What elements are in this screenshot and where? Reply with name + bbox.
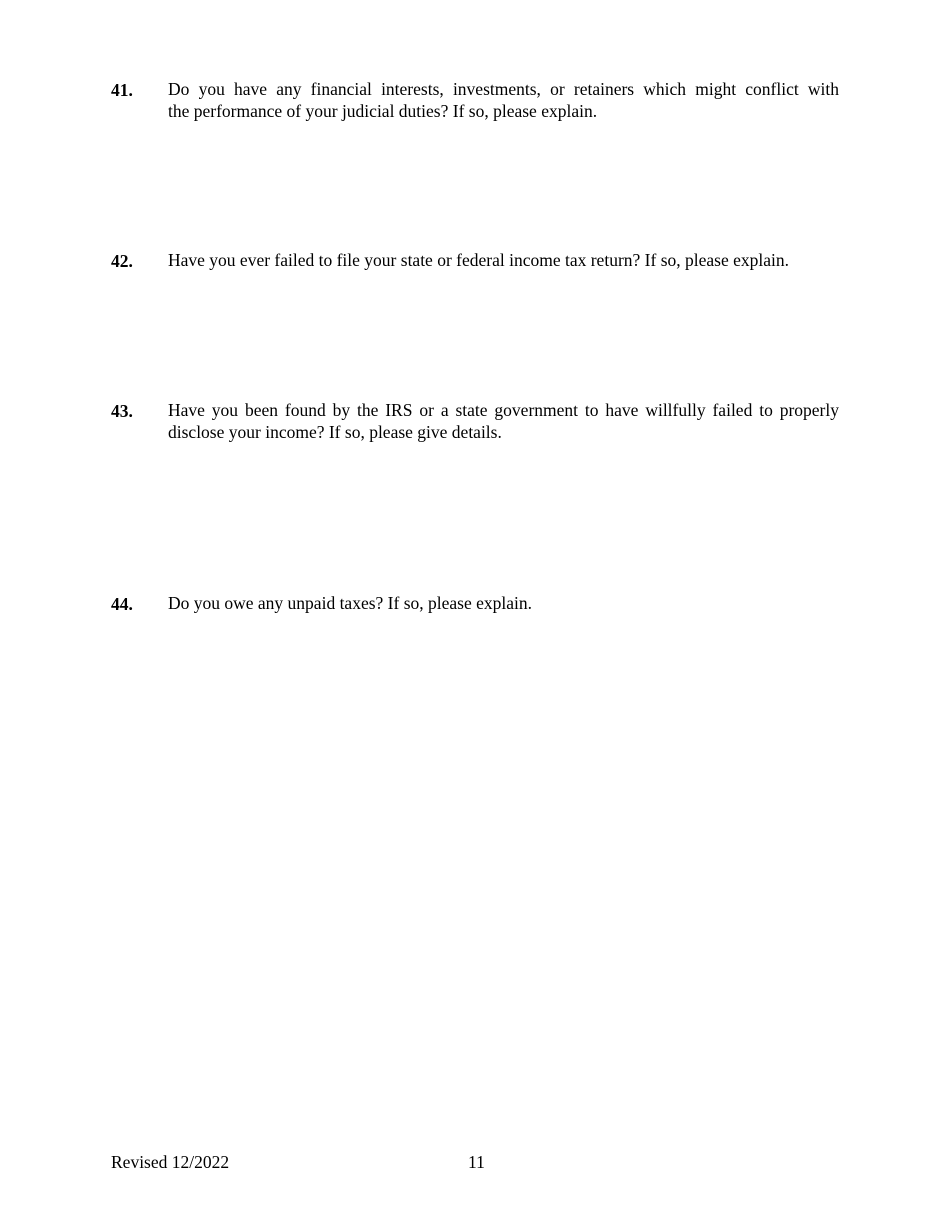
- question-number: 42.: [111, 251, 133, 271]
- question-text-line-1: Have you ever failed to file your state or federal income tax return? If so, please explain.: [168, 250, 789, 270]
- question-text-line-1: Do you owe any unpaid taxes? If so, please explain.: [168, 593, 532, 613]
- footer-revised-date: Revised 12/2022: [111, 1152, 230, 1172]
- question-42: [111, 249, 839, 271]
- question-44: [111, 592, 839, 614]
- question-number: 41.: [111, 80, 133, 100]
- question-text-line-1: Do you have any financial interests, investments, or retainers which might conflict with: [168, 79, 839, 99]
- question-text-line-2: disclose your income? If so, please give details.: [168, 422, 502, 442]
- question-43: [111, 399, 839, 443]
- footer-page-number: 11: [468, 1152, 485, 1172]
- question-text-line-1: Have you been found by the IRS or a state government to have willfully failed to properly: [168, 400, 839, 420]
- question-number: 44.: [111, 594, 133, 614]
- question-text-line-2: the performance of your judicial duties? If so, please explain.: [168, 101, 598, 121]
- question-number: 43.: [111, 401, 133, 421]
- question-41: [111, 78, 839, 122]
